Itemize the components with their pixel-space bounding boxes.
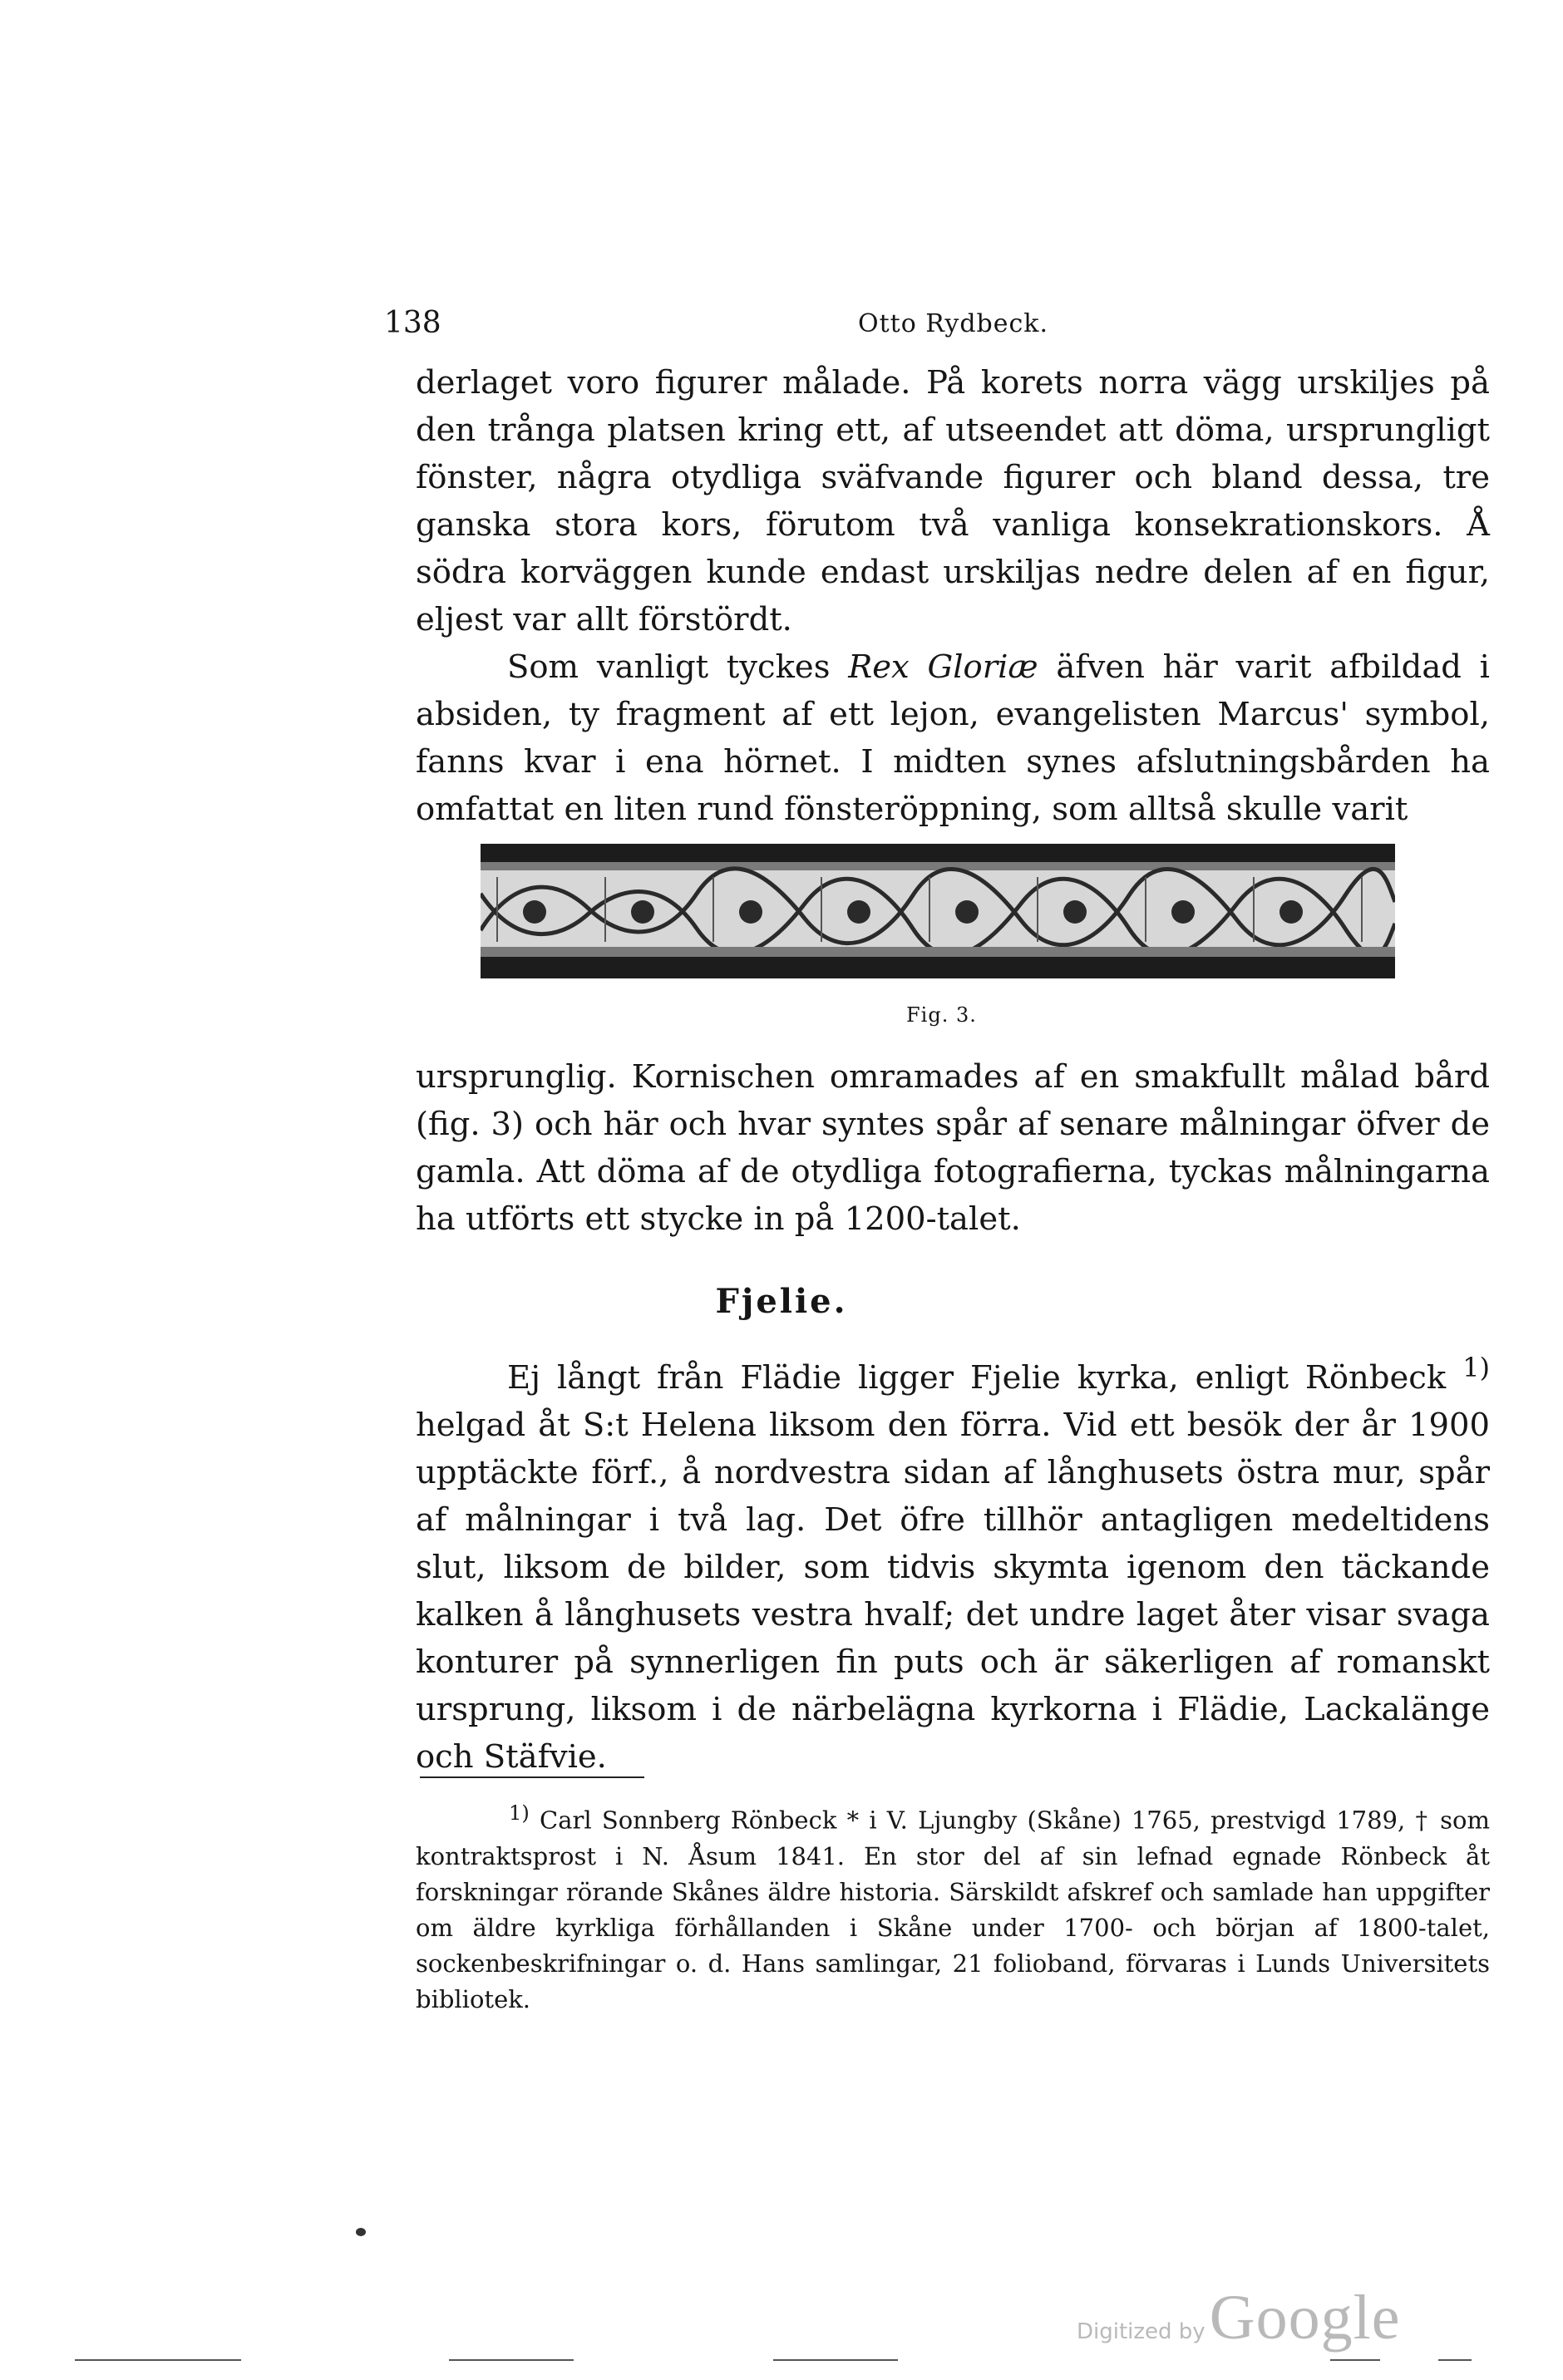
footnote-divider — [420, 1776, 644, 1778]
footnotes — [416, 1796, 1490, 2018]
watermark-digitized-by: Digitized by — [1077, 2319, 1206, 2344]
body-text-after-figure — [416, 1053, 1490, 1243]
paragraph-korets: derlaget voro figurer målade. På korets norra vägg urskiljes på den trånga platsen kring ett, af utseendet att döma, ursprungligt fönster, några otydliga sväfvande figurer och bland dessa, tre ganska stora kors, förutom två vanliga konsekrationskors. Å södra korväggen kunde endast urskiljas nedre delen af en figur, eljest var allt förstördt. — [416, 364, 1490, 638]
border-ornament-illustration — [481, 844, 1395, 978]
paragraph-rex-gloriae-start: Som vanligt tyckes — [507, 648, 849, 686]
paragraph-fjelie-rest: helgad åt S:t Helena liksom den förra. Vid ett besök der år 1900 upptäckte förf., å nordvestra sidan af långhusets östra mur, spår af målningar i två lag. Det öfre tillhör antagligen medeltidens slut, liksom de bilder, som tidvis skymta igenom den täckande kalken å långhusets vestra hvalf; det undre laget åter visar svaga konturer på synnerligen fin puts och är säkerligen af romanskt ursprung, liksom i de närbelägna kyrkorna i Flädie, Lackalänge och Stäfvie. — [416, 1406, 1490, 1776]
paragraph-rex-gloriae-rest: äfven här varit afbildad i absiden, ty fragment af ett lejon, evangelisten Marcus' symbol, fanns kvar i ena hörnet. I midten synes afslutningsbården ha omfattat en liten rund fönsteröppning, som alltså skulle varit — [416, 648, 1490, 828]
ornamental-border-figure — [481, 844, 1395, 978]
section-heading-fjelie: Fjelie. — [715, 1282, 848, 1321]
paragraph-fjelie-start: Ej långt från Flädie ligger Fjelie kyrka, enligt Rönbeck — [507, 1358, 1463, 1397]
scan-line — [1438, 2359, 1472, 2361]
figure-caption: Fig. 3. — [906, 1003, 977, 1027]
ink-speck — [356, 2228, 366, 2236]
scan-line — [449, 2359, 574, 2361]
scan-line — [773, 2359, 898, 2361]
footnote-marker: 1) — [509, 1801, 530, 1825]
digitized-watermark — [1077, 2282, 1401, 2354]
footnote-text: Carl Sonnberg Rönbeck * i V. Ljungby (Skåne) 1765, prestvigd 1789, † som kontraktsprost i N. Åsum 1841. En stor del af sin lefnad egnade Rönbeck åt forskningar rörande Skånes äldre historia. Särskildt afskref och samlade han uppgifter om äldre kyrkliga förhållanden i Skåne under 1700- och början af 1800-talet, sockenbeskrifningar o. d. Hans samlingar, 21 folioband, förvaras i Lunds Universitets bibliotek. — [416, 1806, 1490, 2013]
footnote-reference: 1) — [1462, 1352, 1490, 1383]
body-text-top — [416, 359, 1490, 833]
paragraph-kornischen: ursprunglig. Kornischen omramades af en smakfullt målad bård (fig. 3) och här och hvar syntes spår af senare målningar öfver de gamla. Att döma af de otydliga fotografierna, tyckas målningarna ha utförts ett stycke in på 1200-talet. — [416, 1058, 1490, 1238]
page-header — [384, 306, 1498, 347]
footnote-1 — [416, 1796, 1490, 2018]
running-head: Otto Rydbeck. — [858, 309, 1048, 338]
watermark-google-logo: Google — [1209, 2283, 1401, 2353]
paragraph-rex-gloriae — [416, 643, 1490, 833]
body-text-fjelie — [416, 1344, 1490, 1781]
rex-gloriae-italic: Rex Gloriæ — [848, 648, 1038, 686]
paragraph-fjelie — [416, 1344, 1490, 1781]
page-number: 138 — [384, 306, 441, 340]
scan-line — [1330, 2359, 1380, 2361]
bottom-scan-lines — [75, 2359, 1488, 2363]
scan-line — [75, 2359, 241, 2361]
